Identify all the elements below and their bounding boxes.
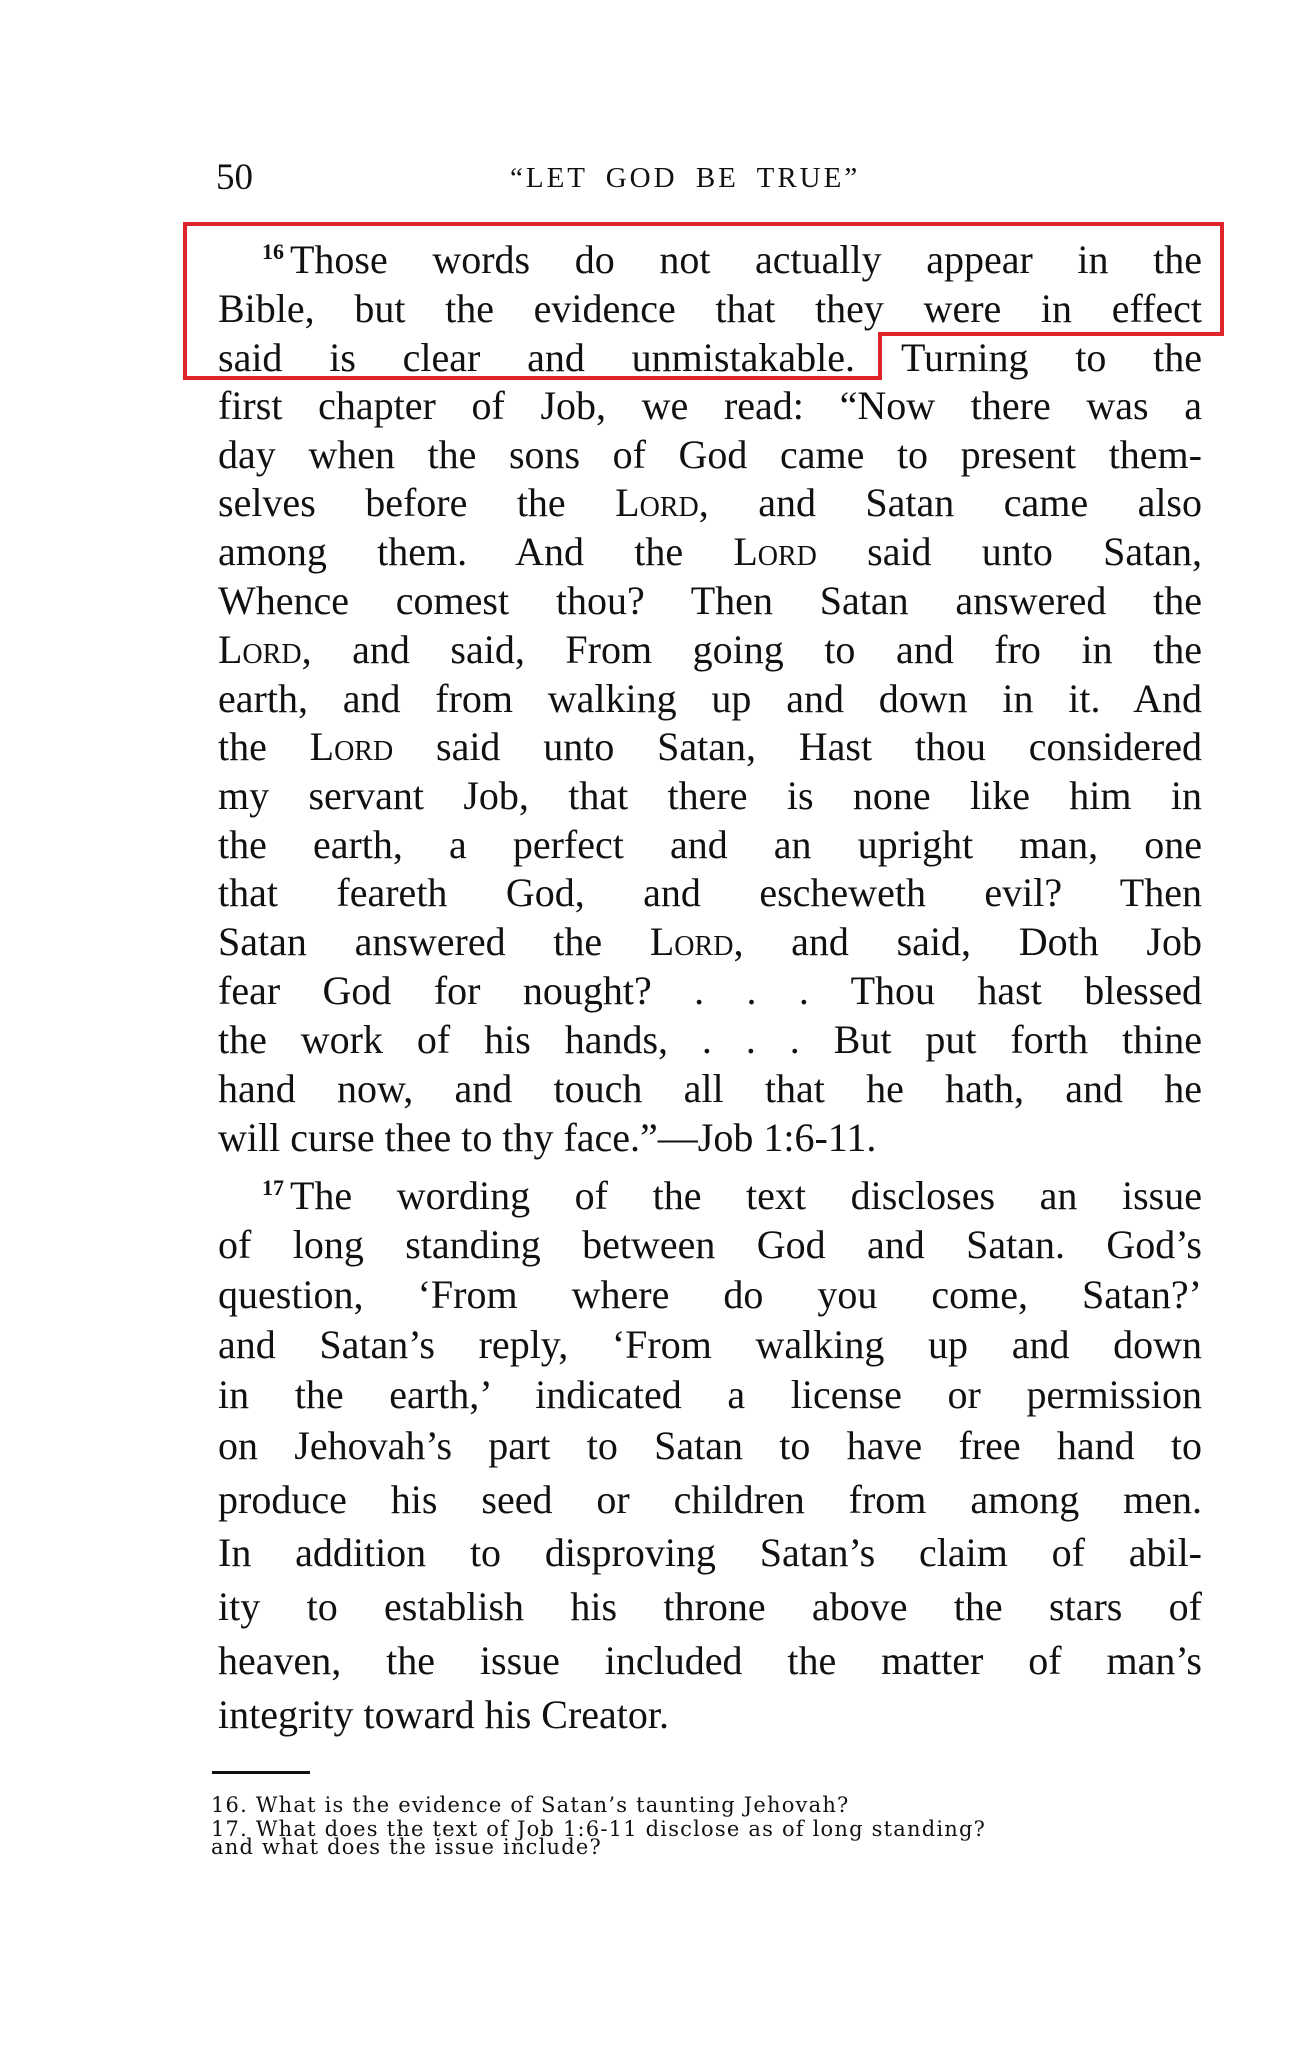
paragraph-17-line-9: ity to establish his throne above the stars of	[218, 1584, 1202, 1629]
paragraph-17-line-6: on Jehovah’s part to Satan to have free hand to	[218, 1423, 1202, 1468]
paragraph-16-line-14: that feareth God, and escheweth evil? Then	[218, 870, 1202, 915]
paragraph-16-line-13: the earth, a perfect and an upright man, one	[218, 822, 1202, 867]
paragraph-16-line-6	[218, 481, 1202, 525]
paragraph-17-line-1	[262, 1174, 1202, 1224]
page-number: 50	[216, 157, 253, 198]
text: Those words do not actually appear in the	[290, 237, 1202, 282]
paragraph-16-line-2: Bible, but the evidence that they were in effect	[218, 286, 1202, 331]
paragraph-16-line-5: day when the sons of God came to present them-	[218, 432, 1202, 477]
text: , and Satan came also	[698, 480, 1203, 525]
footnote-question-16: 16. What is the evidence of Satan’s taunting Jehovah?	[211, 1793, 850, 1817]
running-title: “LET GOD BE TRUE”	[510, 162, 861, 194]
paragraph-16-line-15	[218, 920, 1202, 964]
paragraph-17-line-11: integrity toward his Creator.	[218, 1692, 670, 1737]
paragraph-16-line-17: the work of his hands, . . . But put forth thine	[218, 1017, 1202, 1062]
text: Satan answered the	[218, 919, 603, 964]
paragraph-17-line-4: and Satan’s reply, ‘From walking up and down	[218, 1322, 1202, 1367]
text: , and said, From going to and fro in the	[301, 627, 1202, 672]
small-caps-lord: Lord	[218, 627, 302, 672]
paragraph-16-line-11	[218, 725, 1202, 769]
paragraph-16-line-18: hand now, and touch all that he hath, and he	[218, 1066, 1202, 1111]
paragraph-number-17: 17	[262, 1175, 284, 1200]
footnote-separator	[212, 1771, 310, 1774]
paragraph-16-line-12: my servant Job, that there is none like him in	[218, 773, 1202, 818]
text: Turning to the	[901, 335, 1203, 380]
paragraph-17-line-7: produce his seed or children from among men.	[218, 1477, 1202, 1522]
small-caps-lord: Lord	[615, 480, 699, 525]
paragraph-16-line-9	[218, 628, 1202, 672]
text: among them. And the	[218, 529, 684, 574]
paragraph-16-line-1	[262, 238, 1202, 288]
paragraph-16-line-19: will curse thee to thy face.”—Job 1:6-11.	[218, 1115, 877, 1160]
highlighted-text-end: said is clear and unmistakable.	[218, 335, 855, 380]
small-caps-lord: Lord	[649, 919, 734, 964]
text: the	[218, 724, 267, 769]
paragraph-16-line-16: fear God for nought? . . . Thou hast blessed	[218, 968, 1202, 1013]
text: selves before the	[218, 480, 566, 525]
text: said unto Satan,	[867, 529, 1202, 574]
paragraph-16-line-4: first chapter of Job, we read: “Now there was a	[218, 383, 1202, 428]
paragraph-17-line-2: of long standing between God and Satan. God’s	[218, 1222, 1202, 1267]
text: , and said, Doth Job	[733, 919, 1202, 964]
small-caps-lord: Lord	[733, 529, 817, 574]
text: The wording of the text discloses an issue	[290, 1173, 1202, 1218]
paragraph-17-line-8: In addition to disproving Satan’s claim of abil-	[218, 1530, 1202, 1575]
paragraph-16-line-8: Whence comest thou? Then Satan answered the	[218, 578, 1202, 623]
paragraph-number-16: 16	[262, 239, 284, 264]
paragraph-17-line-3: question, ‘From where do you come, Satan?’	[218, 1272, 1202, 1317]
paragraph-16-line-3	[218, 336, 1202, 380]
small-caps-lord: Lord	[309, 724, 394, 769]
paragraph-17-line-10: heaven, the issue included the matter of man’s	[218, 1638, 1202, 1683]
paragraph-16-line-10: earth, and from walking up and down in it. And	[218, 676, 1202, 721]
text: said unto Satan, Hast thou considered	[436, 724, 1203, 769]
footnote-question-17-continued: and what does the issue include?	[211, 1835, 603, 1859]
footnote-question-17: 17. What does the text of Job 1:6-11 disclose as of long standing?	[211, 1817, 987, 1841]
paragraph-16-line-7	[218, 530, 1202, 574]
paragraph-17-line-5: in the earth,’ indicated a license or permission	[218, 1372, 1202, 1417]
